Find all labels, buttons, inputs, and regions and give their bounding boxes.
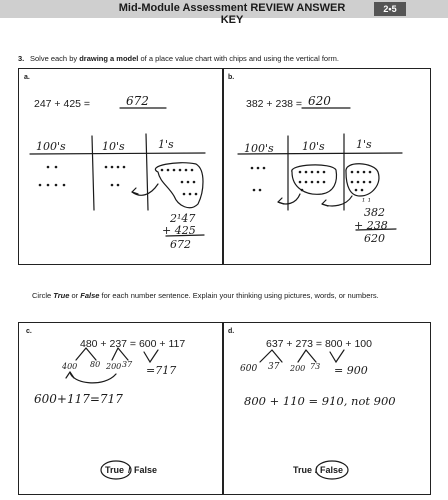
part-a-hundreds-chips <box>39 166 66 187</box>
part-c-bracket-arrow <box>66 372 74 378</box>
part-d-sentence: 637 + 273 = 800 + 100 <box>266 338 372 350</box>
part-a-grid-divider-2 <box>146 134 148 210</box>
part-a-vertical-sum: 672 <box>170 238 191 251</box>
part-c-true-option[interactable]: True <box>105 465 125 475</box>
part-d-partial: = 900 <box>334 364 368 377</box>
part-a-col-ones: 1's <box>158 138 174 151</box>
part-b-vertical-add: + 238 <box>354 219 388 232</box>
part-c-decomp-37: 37 <box>122 360 133 369</box>
part-d-check <box>330 350 344 362</box>
part-d-work: 800 + 110 = 910, not 900 <box>244 394 396 408</box>
part-a-grid-divider-1 <box>92 136 94 210</box>
part-b-sum-line <box>356 229 396 230</box>
part-a-vertical-add: + 425 <box>162 224 196 237</box>
part-d-decomp-600: 600 <box>240 364 258 374</box>
part-d-decomp-200: 200 <box>290 364 306 373</box>
part-a-col-tens: 10's <box>102 140 125 153</box>
part-a-grid-hline <box>30 153 205 154</box>
part-c-decomp-200: 200 <box>106 362 122 371</box>
question-instruction: Solve each by drawing a model of a place value chart with chips and using the vertical form. <box>30 54 339 63</box>
part-c-decomp-400: 400 <box>62 362 78 371</box>
part-b-answer: 620 <box>308 94 331 108</box>
part-d-label: d. <box>228 328 235 335</box>
question-number: 3. <box>18 54 25 63</box>
part-c-decomp-80: 80 <box>90 360 101 369</box>
part-a-equation: 247 + 425 = <box>34 98 91 110</box>
part-c-check <box>144 350 158 362</box>
part-d-false-option[interactable]: False <box>320 465 344 475</box>
part-b-vertical-sum: 620 <box>364 232 385 245</box>
part-a-sum-line <box>166 235 204 236</box>
part-b-ones-chips <box>351 171 372 192</box>
page-title: Mid-Module Assessment REVIEW ANSWER KEY <box>118 2 346 26</box>
part-b-col-tens: 10's <box>302 140 325 153</box>
part-d-decomp-37: 37 <box>268 362 280 372</box>
part-d-decomp-73: 73 <box>310 362 321 371</box>
part-c-true-circle <box>101 461 131 479</box>
part-c-partial: =717 <box>146 364 177 377</box>
part-b-col-ones: 1's <box>356 138 372 151</box>
part-c-label: c. <box>26 328 32 335</box>
part-c-work: 600+117=717 <box>34 392 123 406</box>
part-c-split-237 <box>112 348 128 360</box>
part-b-col-hundreds: 100's <box>244 142 274 155</box>
part-b-vertical-carry: ¹ ¹ <box>362 197 371 206</box>
part-c-false-option[interactable]: False <box>134 465 158 475</box>
part-a-col-hundreds: 100's <box>36 140 66 153</box>
part-b-vertical-top: 382 <box>364 206 385 219</box>
part-d-false-circle <box>316 461 348 479</box>
part-b-equation: 382 + 238 = <box>246 98 303 110</box>
part-d-split-637 <box>260 350 282 362</box>
part-d-split-273 <box>298 350 316 362</box>
part-d-true-option[interactable]: True <box>293 465 313 475</box>
part-c-separator: / <box>128 465 131 475</box>
part-b-grid-hline <box>238 153 402 154</box>
part-b-label: b. <box>228 74 235 81</box>
part-b-tens-circle <box>292 165 337 194</box>
part-b-regroup-arrow-tens-head <box>278 198 284 204</box>
part-a-vertical-top: 2¹47 <box>170 212 196 225</box>
lesson-badge: 2•5 <box>374 2 406 16</box>
part-b-tens-chips <box>299 171 326 192</box>
part-a-label: a. <box>24 74 30 81</box>
part-c-bracket <box>70 372 116 383</box>
part-c-sentence: 480 + 237 = 600 + 117 <box>80 338 186 350</box>
part-b-hundreds-chips <box>251 167 266 192</box>
part-a-ones-chips <box>161 169 198 196</box>
part-b-regroup-arrow-ones <box>322 196 352 206</box>
part-c-split-480 <box>76 348 96 360</box>
part-a-tens-chips <box>105 166 126 187</box>
part-a-answer: 672 <box>126 94 149 108</box>
part-b-regroup-arrow-ones-head <box>322 200 328 206</box>
circle-instruction: Circle True or False for each number sentence. Explain your thinking using pictures, words, or numbers. <box>32 291 379 300</box>
part-d-separator: / <box>315 465 318 475</box>
